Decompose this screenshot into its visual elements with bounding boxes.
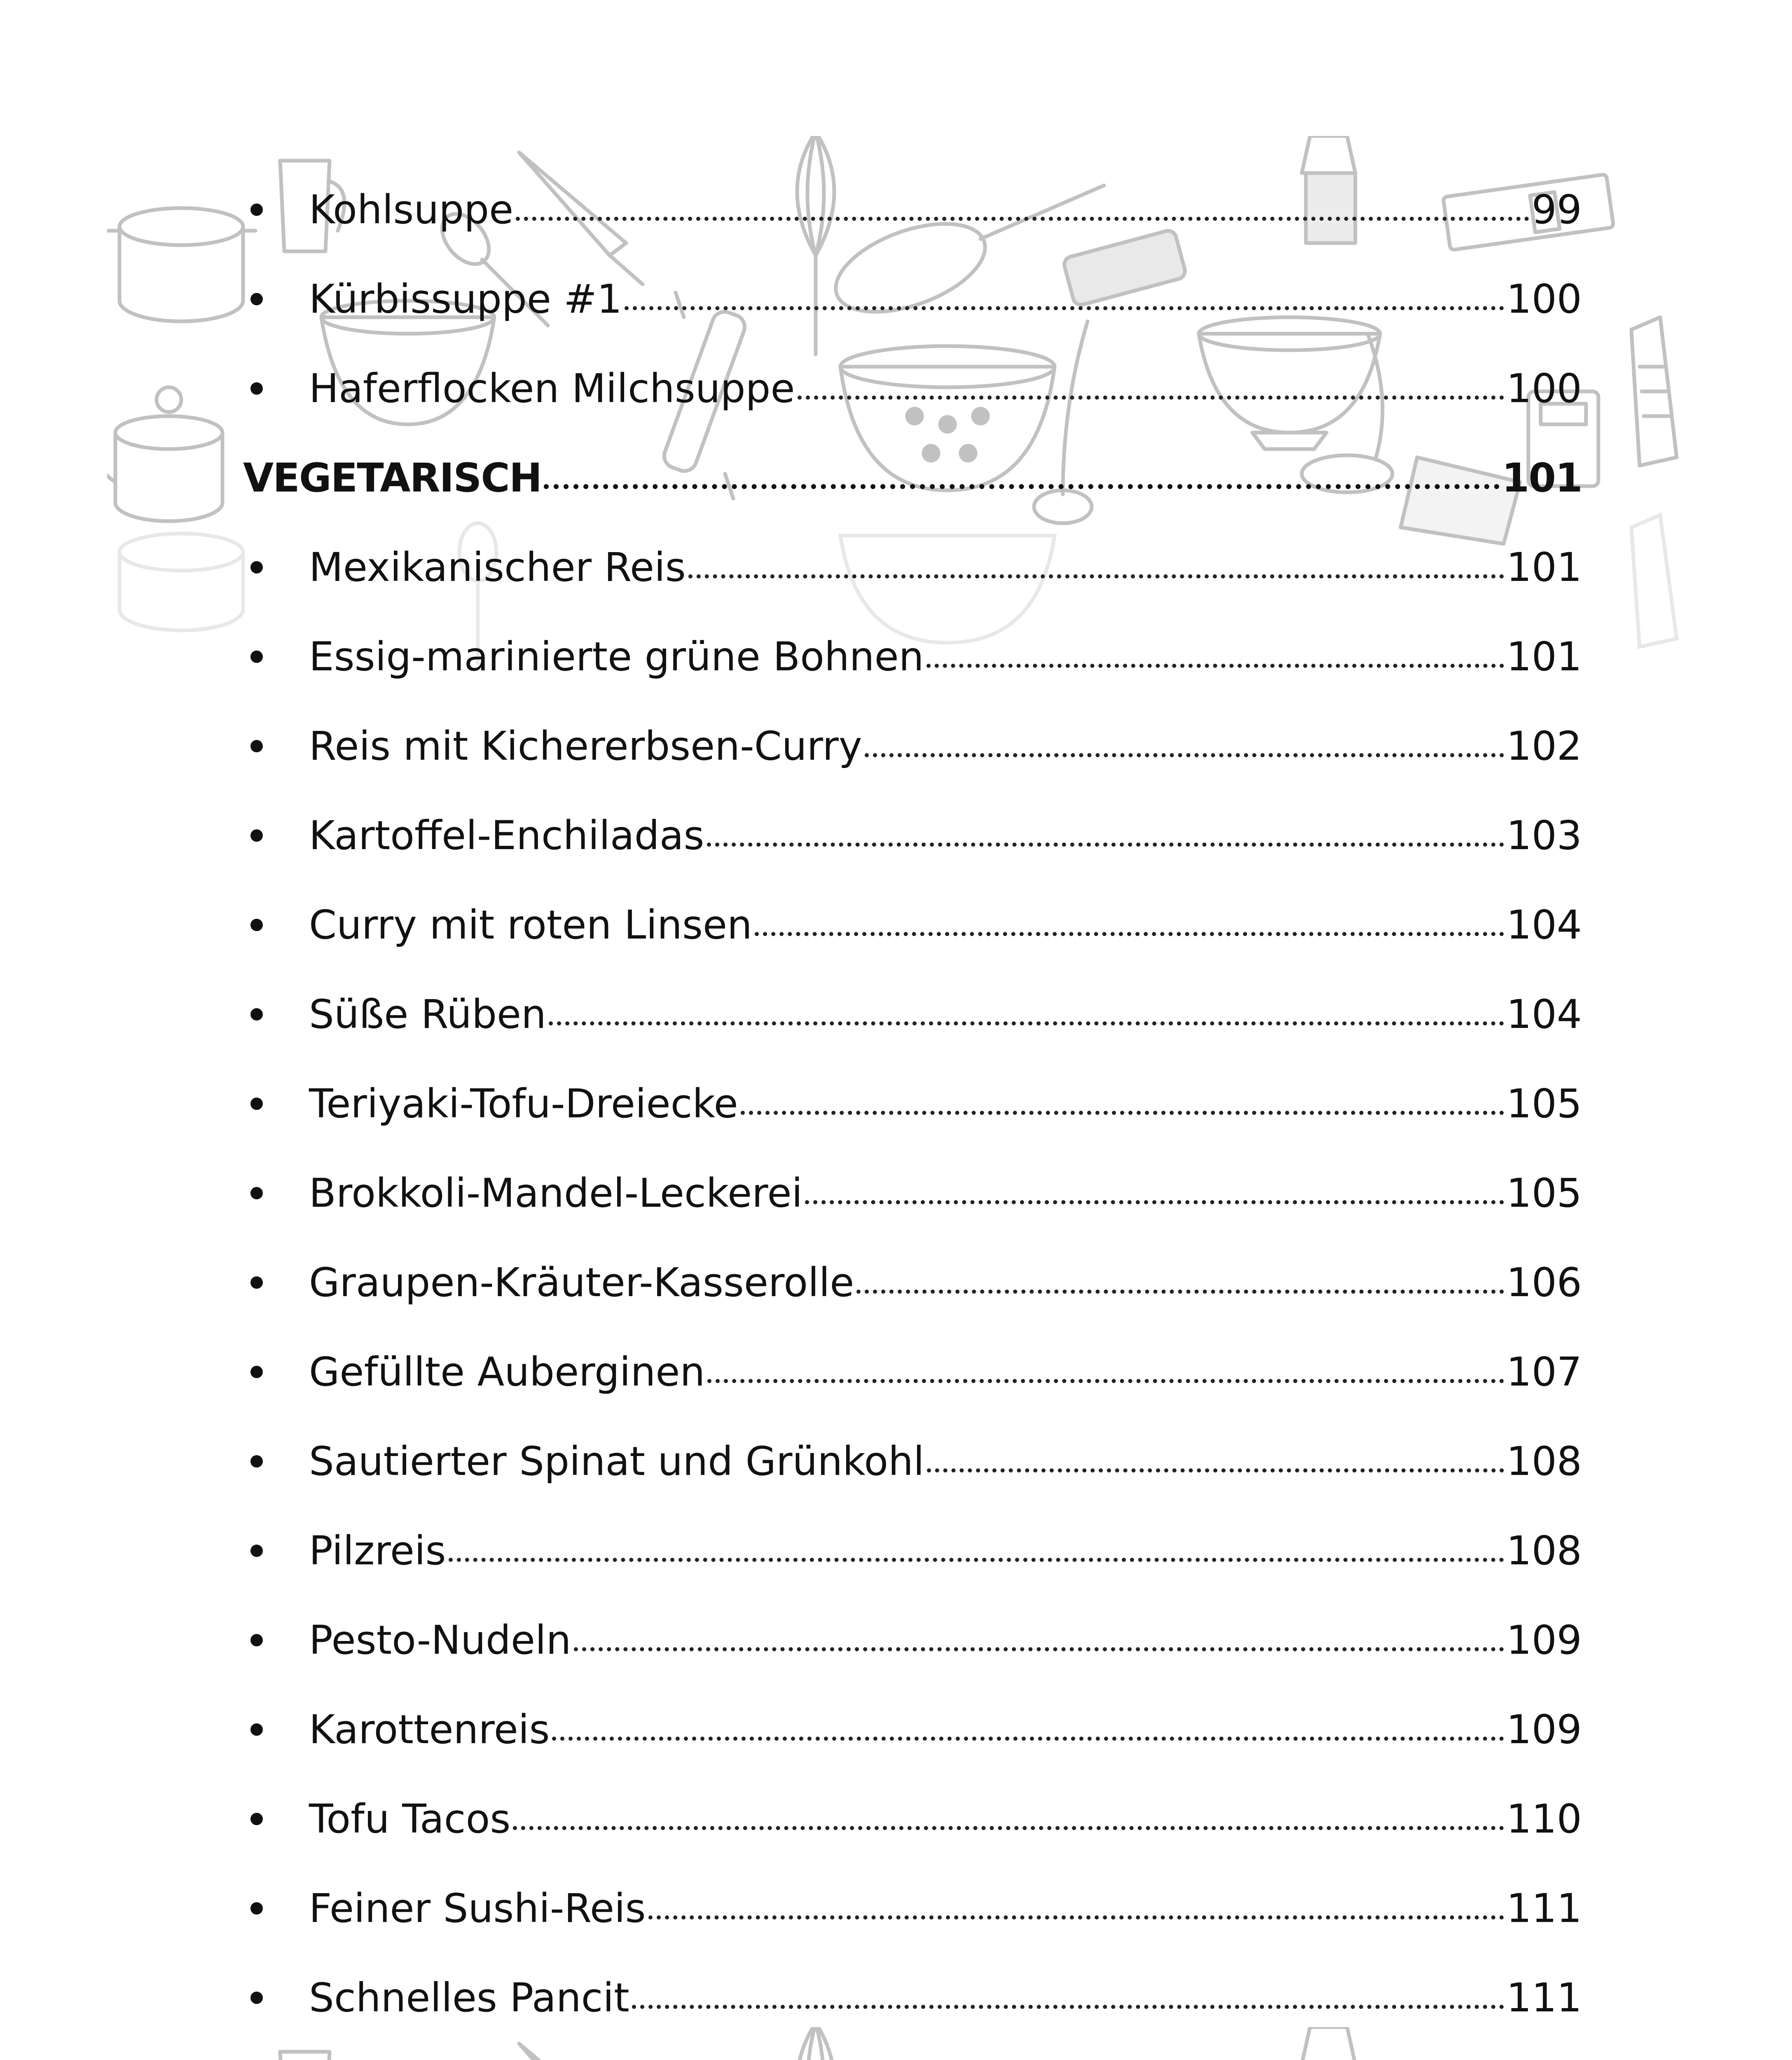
bullet-icon (250, 1276, 263, 1289)
dot-leader (549, 1021, 1504, 1025)
bullet-icon (250, 1545, 263, 1557)
toc-entry-page: 100 (1506, 276, 1582, 322)
toc-entry-page: 106 (1506, 1259, 1582, 1306)
toc-entry-label: Graupen-Kräuter-Kasserolle (309, 1259, 854, 1306)
toc-entry-page: 108 (1506, 1527, 1582, 1574)
toc-entry-page: 105 (1506, 1080, 1582, 1127)
toc-entry[interactable] (243, 880, 1582, 969)
toc-entry-page: 99 (1531, 186, 1582, 233)
bullet-icon (250, 1723, 263, 1736)
toc-entry-label: Haferflocken Milchsuppe (309, 365, 795, 412)
toc-entry-page: 101 (1506, 633, 1582, 680)
toc-entry-label: Feiner Sushi-Reis (309, 1885, 646, 1931)
toc-entry[interactable] (243, 1416, 1582, 1506)
bullet-icon (250, 1992, 263, 2004)
bullet-icon (250, 919, 263, 931)
toc-entry-label: Pesto-Nudeln (309, 1617, 571, 1663)
toc-section-page: 101 (1502, 454, 1582, 501)
dot-leader (741, 1111, 1504, 1115)
toc-entry-label: Süße Rüben (309, 991, 546, 1037)
toc-section-heading[interactable] (243, 433, 1582, 522)
toc-entry-label: Mexikanischer Reis (309, 544, 686, 590)
toc-entry[interactable] (243, 1238, 1582, 1327)
dot-leader (865, 753, 1504, 757)
dot-leader (707, 1379, 1504, 1383)
dot-leader (648, 1915, 1504, 1920)
toc-entry-label: Kürbissuppe #1 (309, 276, 622, 322)
toc-entry[interactable] (243, 1863, 1582, 1953)
dot-leader (625, 306, 1504, 310)
bullet-icon (250, 651, 263, 663)
toc-entry[interactable] (243, 1059, 1582, 1148)
toc-entry[interactable] (243, 165, 1582, 254)
toc-entry-label: Pilzreis (309, 1527, 446, 1574)
toc-entry[interactable] (243, 2042, 1582, 2060)
toc-entry[interactable] (243, 701, 1582, 791)
toc-entry[interactable] (243, 1506, 1582, 1595)
dot-leader (805, 1200, 1504, 1204)
toc-section-title: VEGETARISCH (243, 454, 542, 501)
dot-leader (544, 484, 1499, 489)
grater-icon (1631, 515, 1677, 647)
bullet-icon (250, 561, 263, 574)
toc-entry-label: Teriyaki-Tofu-Dreiecke (309, 1080, 738, 1127)
bullet-icon (250, 1366, 263, 1378)
bullet-icon (250, 1455, 263, 1468)
dot-leader (755, 932, 1504, 936)
kettle-icon (107, 387, 222, 521)
toc-entry-label: Tofu Tacos (309, 1795, 511, 1842)
toc-entry[interactable] (243, 344, 1582, 433)
bullet-icon (250, 740, 263, 752)
toc-entry-page: 104 (1506, 901, 1582, 948)
dot-leader (798, 396, 1504, 400)
toc-entry-page: 108 (1506, 1438, 1582, 1484)
toc-entry-page: 109 (1506, 1706, 1582, 1753)
toc-entry-page: 102 (1506, 723, 1582, 769)
toc-entry-page: 105 (1506, 1170, 1582, 1216)
toc-entry-label: Kohlsuppe (309, 186, 514, 233)
toc-entry[interactable] (243, 1953, 1582, 2042)
toc-entry-page: 104 (1506, 991, 1582, 1037)
bullet-icon (250, 382, 263, 395)
bullet-icon (250, 829, 263, 842)
toc-entry-label: Sautierter Spinat und Grünkohl (309, 1438, 924, 1484)
toc-entry-label: Reis mit Kichererbsen-Curry (309, 723, 862, 769)
toc-entry-label: Gefüllte Auberginen (309, 1348, 705, 1395)
dot-leader (513, 1826, 1504, 1830)
toc-entry-page: 103 (1506, 812, 1582, 859)
dot-leader (552, 1737, 1504, 1741)
bullet-icon (250, 1902, 263, 1915)
dot-leader (688, 574, 1504, 578)
dot-leader (707, 843, 1504, 847)
toc-entry-label: Curry mit roten Linsen (309, 901, 752, 948)
toc-entry-label: Karottenreis (309, 1706, 550, 1753)
bullet-icon (250, 1634, 263, 1646)
toc-entry[interactable] (243, 612, 1582, 701)
dot-leader (516, 217, 1529, 221)
toc-entry-label: Kartoffel-Enchiladas (309, 812, 704, 859)
toc-entry-page: 107 (1506, 1348, 1582, 1395)
table-of-contents (243, 165, 1582, 2060)
bullet-icon (250, 204, 263, 216)
dot-leader (926, 664, 1504, 668)
grater-icon (1631, 317, 1677, 466)
toc-entry-label: Brokkoli-Mandel-Leckerei (309, 1170, 803, 1216)
dot-leader (632, 2005, 1504, 2009)
toc-entry-page: 100 (1506, 365, 1582, 412)
toc-entry-page: 110 (1506, 1795, 1582, 1842)
bullet-icon (250, 293, 263, 305)
toc-entry[interactable] (243, 522, 1582, 612)
toc-entry-label: Schnelles Pancit (309, 1974, 629, 2021)
toc-entry[interactable] (243, 791, 1582, 880)
toc-entry-page: 101 (1506, 544, 1582, 590)
pot-icon (119, 534, 243, 630)
dot-leader (856, 1290, 1504, 1294)
dot-leader (927, 1468, 1504, 1472)
bullet-icon (250, 1187, 263, 1199)
bullet-icon (250, 1098, 263, 1110)
toc-entry[interactable] (243, 1774, 1582, 1863)
toc-entry-page: 109 (1506, 1617, 1582, 1663)
toc-entry-page: 111 (1506, 1974, 1582, 2021)
toc-entry[interactable] (243, 1148, 1582, 1238)
dot-leader (449, 1558, 1504, 1562)
bullet-icon (250, 1008, 263, 1021)
toc-entry[interactable] (243, 1595, 1582, 1685)
toc-entry[interactable] (243, 969, 1582, 1059)
toc-entry-label: Essig-marinierte grüne Bohnen (309, 633, 924, 680)
dot-leader (574, 1647, 1504, 1651)
toc-entry[interactable] (243, 254, 1582, 344)
toc-entry-page: 111 (1506, 1885, 1582, 1931)
toc-entry[interactable] (243, 1327, 1582, 1416)
toc-entry[interactable] (243, 1685, 1582, 1774)
bullet-icon (250, 1813, 263, 1825)
pot-icon (107, 208, 255, 321)
